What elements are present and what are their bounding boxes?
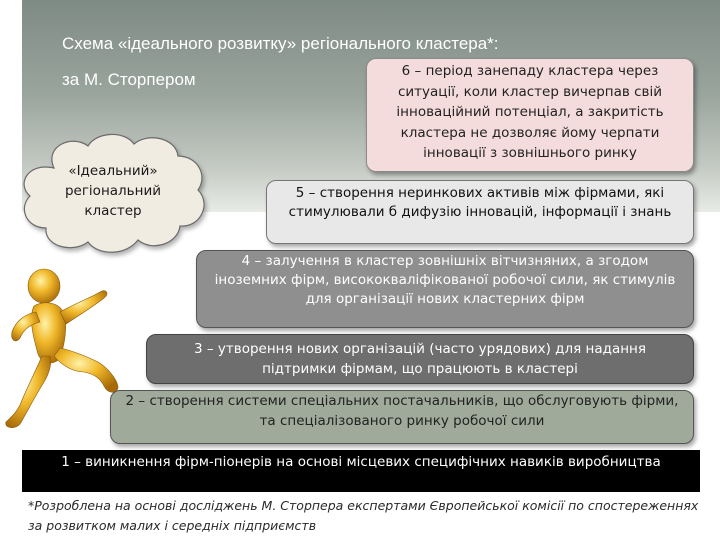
stage-2-box: 2 – створення системи спеціальних постачальників, що обслуговують фірми, та спеціалізованого ринку робочої сили: [110, 390, 694, 444]
golden-figure-climbing-icon: [4, 262, 124, 442]
cloud-label-line2: регіональний: [64, 183, 162, 199]
cloud-label: [38, 161, 188, 221]
cloud-label-line1: «Ідеальний»: [68, 163, 158, 179]
footnote: *Розроблена на основі досліджень М. Сторпера експертами Європейської комісії по спостереженнях за розвитком малих і середніх підприємств: [28, 498, 699, 533]
stage-1-box: 1 – виникнення фірм-піонерів на основі місцевих специфічних навиків виробництва: [22, 450, 700, 492]
slide-title-line2: за М. Сторпером: [62, 70, 196, 89]
ideal-cluster-cloud: [14, 128, 212, 260]
stage-3-box: 3 – утворення нових організацій (часто урядових) для надання підтримки фірмам, що працюють в кластері: [146, 334, 694, 384]
cloud-label-line3: кластер: [84, 203, 142, 219]
stage-5-box: 5 – створення неринкових активів між фірмами, які стимулювали б дифузію інновацій, інформації і знань: [266, 180, 694, 244]
stage-6-box: 6 – період занепаду кластера через ситуації, коли кластер вичерпав свій інноваційний потенціал, а закритість кластера не дозволяє йому черпати інновації з зовнішнього ринку: [366, 58, 694, 172]
stage-4-box: 4 – залучення в кластер зовнішніх вітчизняних, а згодом іноземних фірм, висококваліфікованої робочої сили, як стимулів для організації нових кластерних фірм: [196, 250, 694, 328]
slide-title-line1: Схема «ідеального розвитку» регіонального кластера*:: [62, 34, 499, 53]
